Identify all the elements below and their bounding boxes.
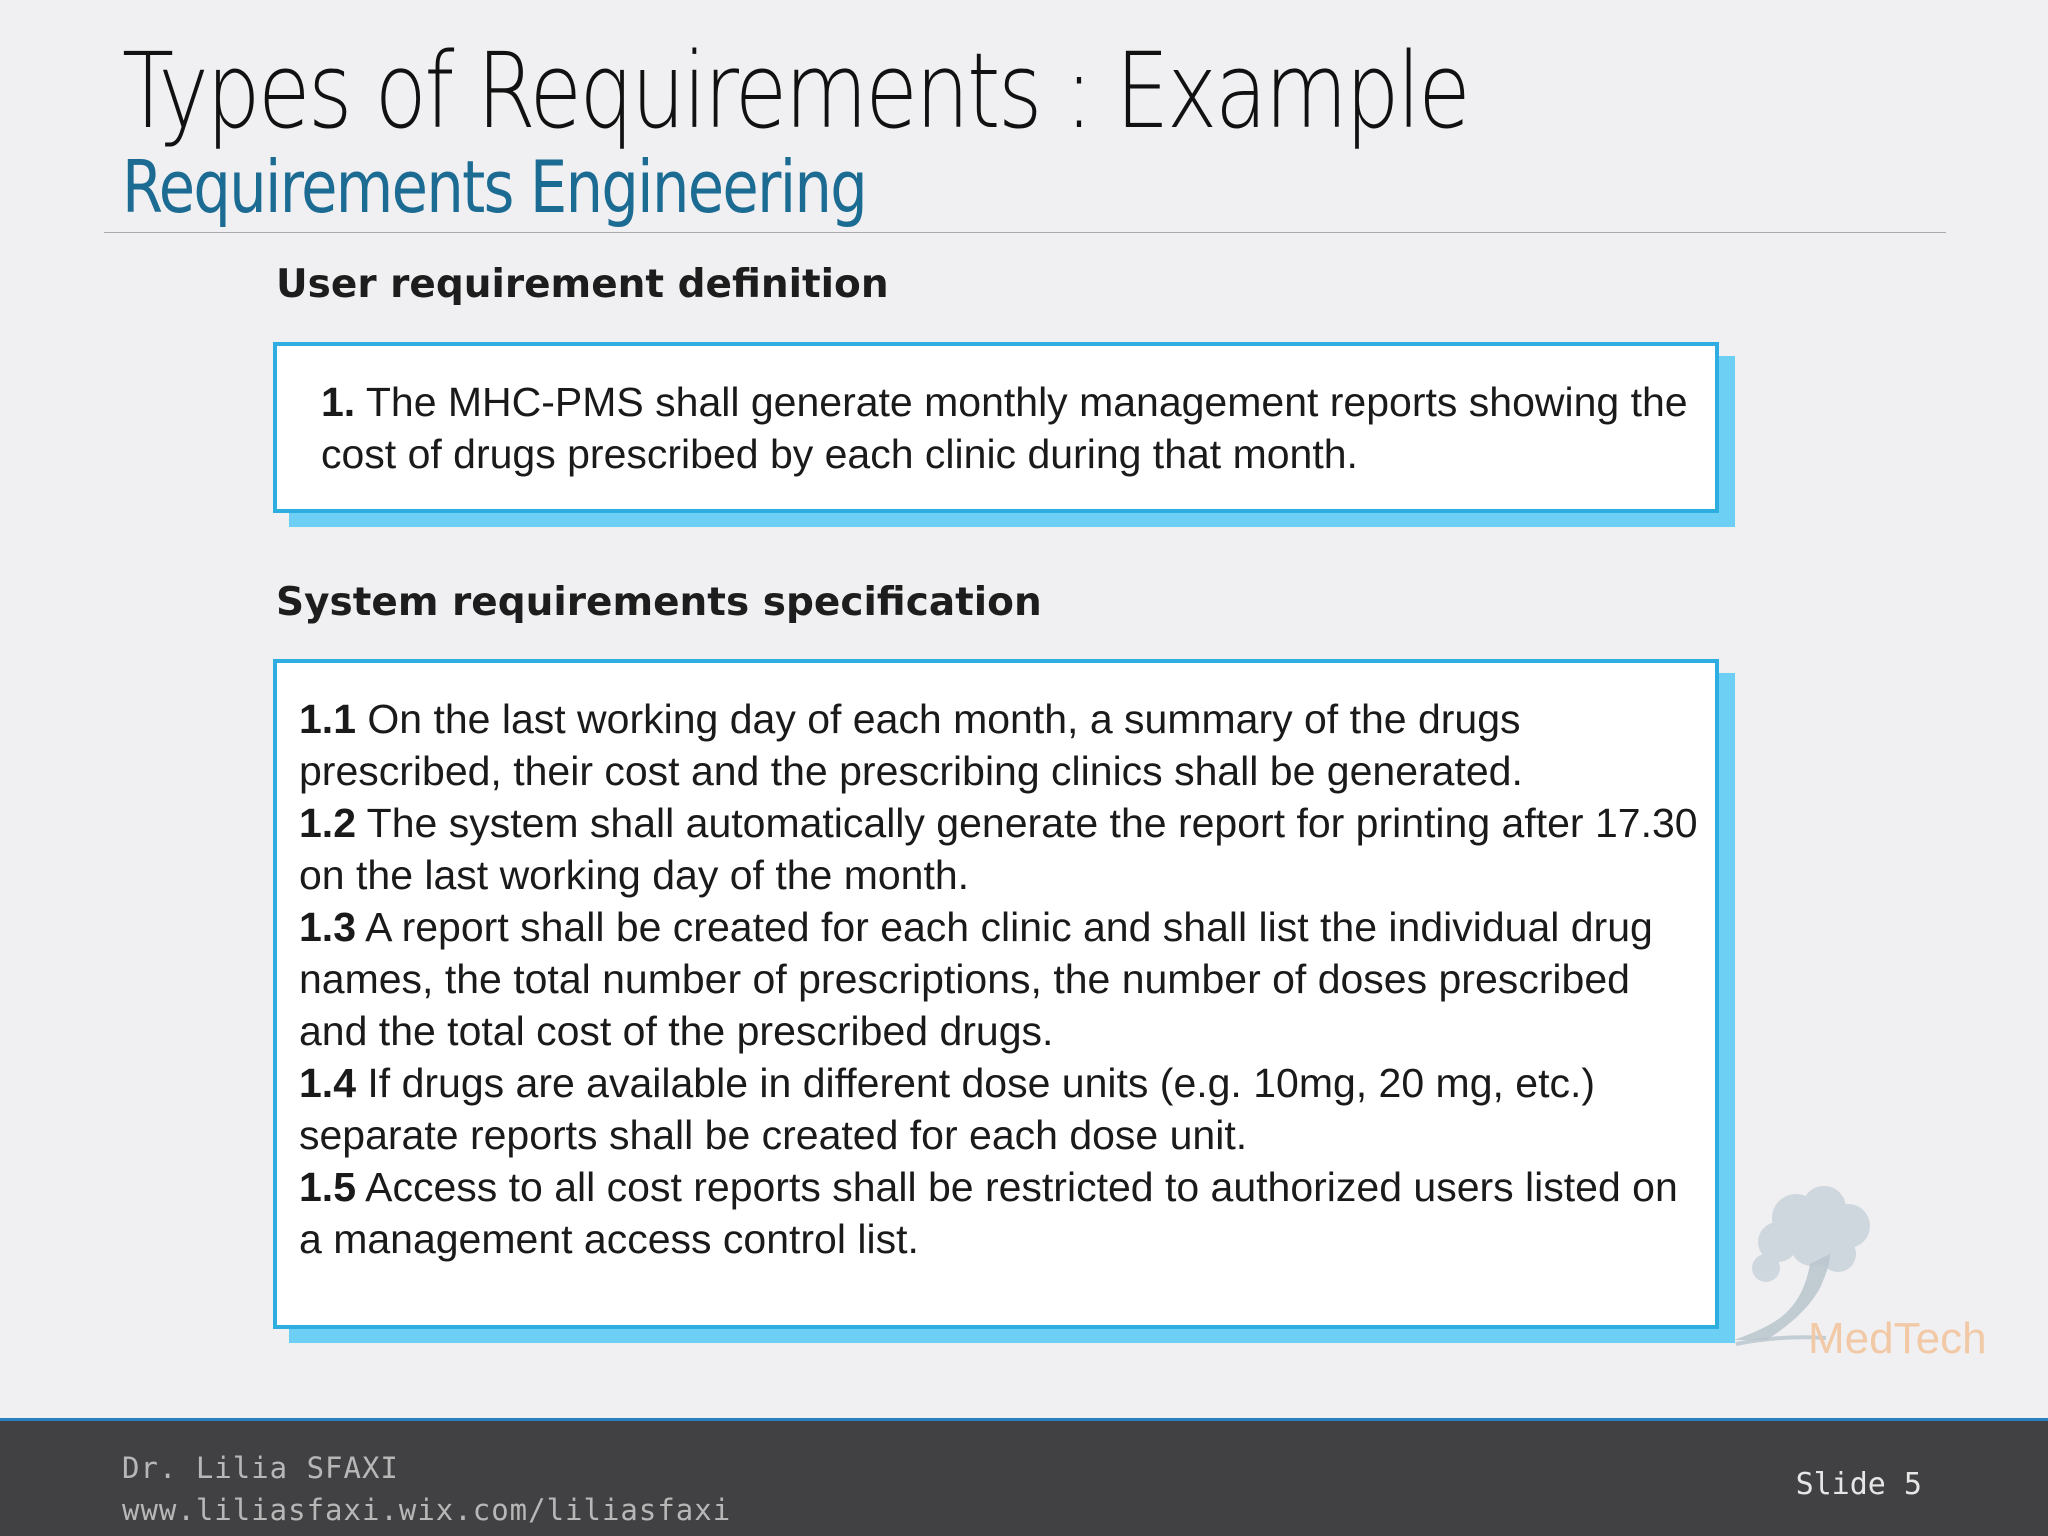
footer-url: www.liliasfaxi.wix.com/liliasfaxi [122, 1493, 732, 1527]
slide-subtitle: Requirements Engineering [122, 145, 867, 229]
medtech-logo-text: MedTech [1808, 1314, 1987, 1363]
requirement-number: 1.1 [299, 696, 356, 742]
user-requirement-box [273, 342, 1719, 513]
system-requirement-item [299, 1057, 1699, 1161]
requirement-text: The MHC-PMS shall generate monthly management reports showing the cost of drugs prescribed by each clinic during that month. [321, 379, 1688, 477]
requirement-text: On the last working day of each month, a summary of the drugs prescribed, their cost and the prescribing clinics shall be generated. [299, 696, 1523, 794]
footer-bar [0, 1418, 2048, 1536]
user-requirement-heading: User requirement definition [276, 262, 889, 307]
requirement-number: 1. [321, 379, 356, 425]
system-requirements-heading: System requirements specification [276, 580, 1042, 625]
system-requirement-item [299, 901, 1699, 1057]
requirement-number: 1.4 [299, 1060, 356, 1106]
slide-title: Types of Requirements : Example [122, 30, 1469, 152]
system-requirements-list [299, 693, 1699, 1265]
system-requirement-item [299, 797, 1699, 901]
requirement-number: 1.2 [299, 800, 356, 846]
system-requirement-item [299, 1161, 1699, 1265]
user-requirement-item [321, 376, 1701, 480]
requirement-text: If drugs are available in different dose units (e.g. 10mg, 20 mg, etc.) separate reports shall be created for each dose unit. [299, 1060, 1596, 1158]
requirement-text: The system shall automatically generate the report for printing after 17.30 on the last working day of the month. [299, 800, 1698, 898]
header-divider [104, 232, 1946, 233]
requirement-text: Access to all cost reports shall be restricted to authorized users listed on a management access control list. [299, 1164, 1678, 1262]
requirement-number: 1.3 [299, 904, 356, 950]
requirement-number: 1.5 [299, 1164, 356, 1210]
footer-author: Dr. Lilia SFAXI [122, 1451, 399, 1485]
system-requirements-box [273, 659, 1719, 1329]
requirement-text: A report shall be created for each clinic and shall list the individual drug names, the total number of prescriptions, the number of doses prescribed and the total cost of the prescribed drugs. [299, 904, 1653, 1054]
slide-number: Slide 5 [1795, 1467, 1922, 1502]
system-requirement-item [299, 693, 1699, 797]
